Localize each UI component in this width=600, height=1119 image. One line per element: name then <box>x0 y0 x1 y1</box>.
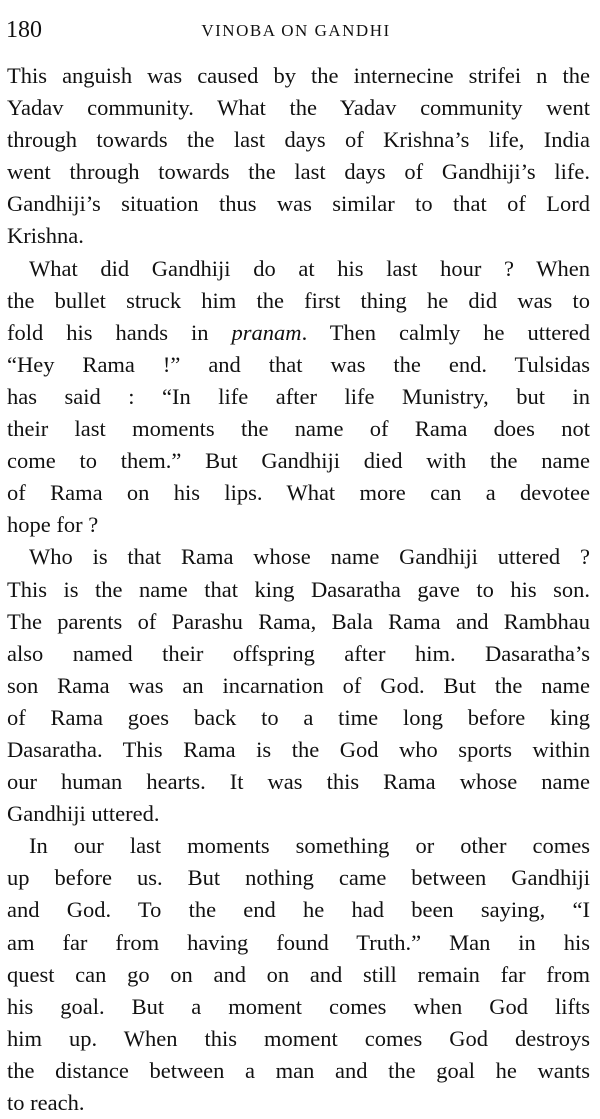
text-line: hope for ? <box>7 512 99 538</box>
text-line: Dasaratha. This Rama is the God who sports within <box>7 736 590 762</box>
text-line: Who is that Rama whose name Gandhiji uttered ? <box>29 544 590 570</box>
text-line: and God. To the end he had been saying, “I <box>7 897 590 923</box>
text-line: of Rama goes back to a time long before king <box>7 704 590 730</box>
text-line: to reach. <box>7 1090 85 1115</box>
text-line: This is the name that king Dasaratha gave to his son. <box>7 576 590 602</box>
text-line: went through towards the last days of Gandhiji’s life. <box>7 159 590 185</box>
text-line: his goal. But a moment comes when God lifts <box>7 993 590 1019</box>
text-line: “Hey Rama !” and that was the end. Tulsidas <box>7 351 590 377</box>
text-line: son Rama was an incarnation of God. But the name <box>7 672 590 698</box>
paragraph-3 <box>7 541 590 830</box>
text-line: In our last moments something or other comes <box>29 833 590 859</box>
page-header <box>6 14 586 48</box>
running-head: VINOBA ON GANDHI <box>201 21 391 40</box>
text-line: Gandhiji uttered. <box>7 801 160 827</box>
text-line: come to them.” But Gandhiji died with the name <box>7 448 590 474</box>
text-line: am far from having found Truth.” Man in his <box>7 929 590 955</box>
text-line: of Rama on his lips. What more can a devotee <box>7 480 590 506</box>
text-line: The parents of Parashu Rama, Bala Rama and Rambhau <box>7 608 590 634</box>
text-line: Yadav community. What the Yadav community went <box>7 95 590 121</box>
body-text <box>7 60 590 1119</box>
text-line: Krishna. <box>7 223 84 249</box>
text-run: . Then calmly he uttered <box>301 319 590 345</box>
text-run: fold his hands in <box>7 319 232 345</box>
text-line: our human hearts. It was this Rama whose name <box>7 769 590 795</box>
paragraph-4 <box>7 830 590 1119</box>
text-line <box>7 317 590 349</box>
text-line: him up. When this moment comes God destroys <box>7 1025 590 1051</box>
text-line: What did Gandhiji do at his last hour ? When <box>29 255 590 281</box>
text-line: the distance between a man and the goal he wants <box>7 1057 590 1083</box>
text-line: the bullet struck him the first thing he did was to <box>7 287 590 313</box>
page-number: 180 <box>6 17 42 43</box>
text-line: their last moments the name of Rama does not <box>7 416 590 442</box>
text-line: This anguish was caused by the internecine strifei n the <box>7 63 590 88</box>
paragraph-2 <box>7 253 590 542</box>
paragraph-1 <box>7 60 590 253</box>
italic-term: pranam <box>231 319 302 345</box>
text-line: also named their offspring after him. Dasaratha’s <box>7 640 590 666</box>
text-line: Gandhiji’s situation thus was similar to that of Lord <box>7 191 590 217</box>
text-line: has said : “In life after life Munistry, but in <box>7 383 590 409</box>
text-line: up before us. But nothing came between Gandhiji <box>7 865 590 891</box>
text-line: quest can go on and on and still remain far from <box>7 961 590 987</box>
text-line: through towards the last days of Krishna’s life, India <box>7 127 590 153</box>
